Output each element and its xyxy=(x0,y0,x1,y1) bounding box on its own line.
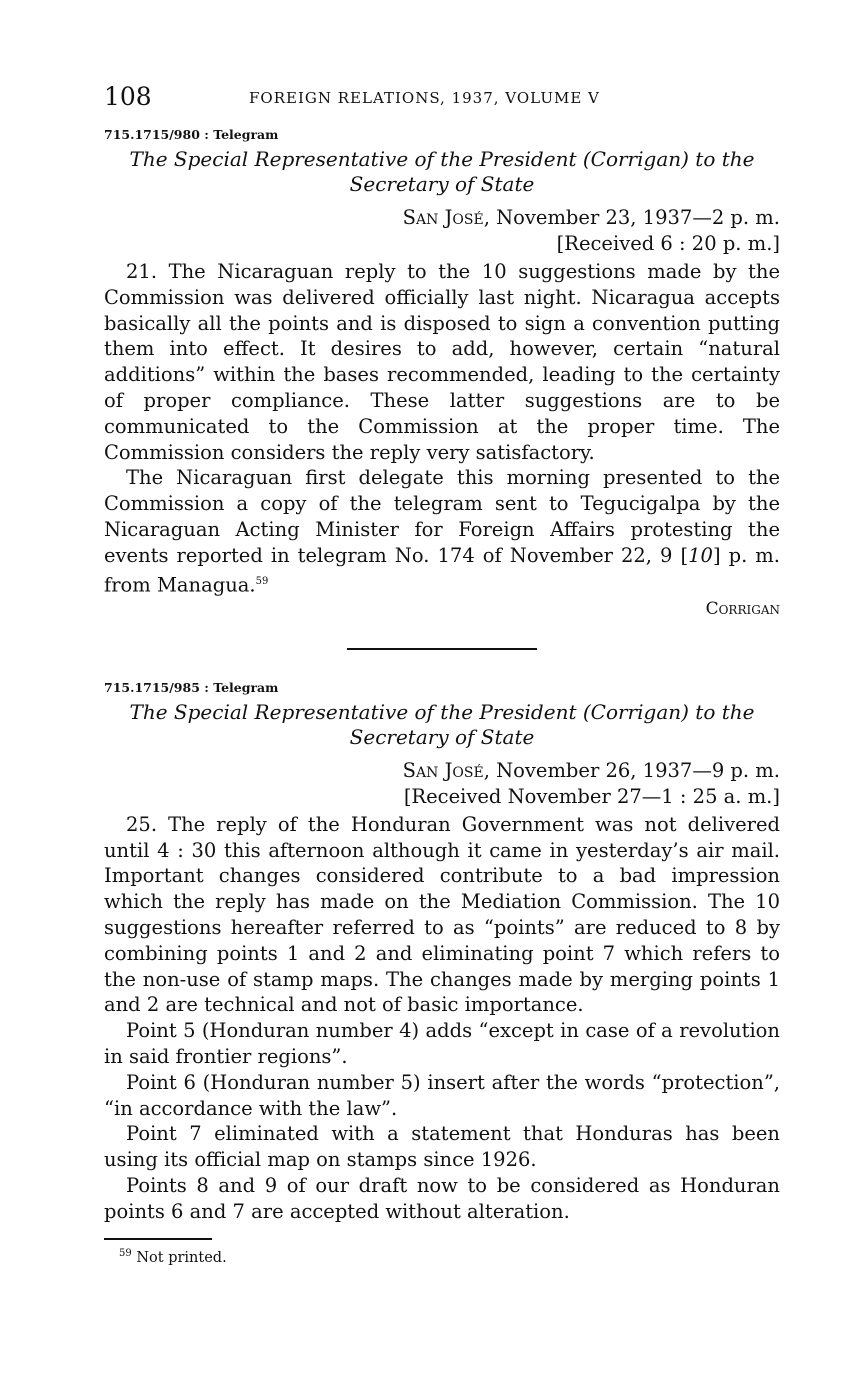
title-line-1: The Special Representative of the President (Corrigan) to the xyxy=(129,699,755,724)
paragraph: 25. The reply of the Honduran Government was not delivered until 4 : 30 this afternoon although it came in yesterday’s air mail. Important changes considered contribute to a bad impression which the reply has made on the Mediation Commission. The 10 suggestions hereafter referred to as “points” are reduced to 8 by combining points 1 and 2 and eliminating point 7 which refers to the non-use of stamp maps. The changes made by merging points 1 and 2 are technical and not of basic importance. xyxy=(104,812,780,1017)
footnote-text: Not printed. xyxy=(136,1249,227,1266)
page-number: 108 xyxy=(104,82,152,111)
title-line-2: Secretary of State xyxy=(349,172,535,196)
received-note: [Received November 27—1 : 25 a. m.] xyxy=(403,784,780,808)
title-line-1: The Special Representative of the President (Corrigan) to the xyxy=(129,147,755,171)
page-header xyxy=(104,82,780,112)
footnote-number: 59 xyxy=(119,1247,132,1259)
dateline xyxy=(104,205,780,257)
paragraph: Points 8 and 9 of our draft now to be considered as Honduran points 6 and 7 are accepted without alteration. xyxy=(104,1174,780,1223)
file-number: 715.1715/980 : Telegram xyxy=(104,127,279,142)
paragraph: The Nicaraguan first delegate this morning presented to the Commission a copy of the telegram sent to Tegucigalpa by the Nicaraguan Acting Minister for Foreign Affairs protesting the events reported in telegram No. 174 of November 22, 9 [10] p. m. from Managua.$^{59}$ xyxy=(104,466,780,597)
paragraph: Point 6 (Honduran number 5) insert after the words “protection”, “in accordance with the law”. xyxy=(104,1070,780,1120)
footnote-ref: 59 xyxy=(255,575,269,587)
paragraph: Point 5 (Honduran number 4) adds “except in case of a revolution in said frontier regions”. xyxy=(104,1019,780,1069)
place: San José xyxy=(402,758,484,782)
date: , November 23, 1937—2 p. m. xyxy=(483,206,780,229)
dateline xyxy=(104,758,780,810)
document-page xyxy=(104,82,780,1265)
telegram-2 xyxy=(104,680,780,1225)
place: San José xyxy=(402,206,484,229)
signature: Corrigan xyxy=(705,598,780,619)
footnote xyxy=(104,1248,780,1266)
section-divider xyxy=(347,648,537,650)
file-number: 715.1715/985 : Telegram xyxy=(104,679,279,695)
italic-correction: 10 xyxy=(688,543,713,567)
running-title: FOREIGN RELATIONS, 1937, VOLUME V xyxy=(249,89,600,107)
received-note: [Received 6 : 20 p. m.] xyxy=(556,232,780,255)
footnote-divider xyxy=(104,1238,212,1240)
telegram-1 xyxy=(104,127,780,620)
document-title xyxy=(104,700,780,750)
document-title xyxy=(104,147,780,197)
paragraph: 21. The Nicaraguan reply to the 10 suggestions made by the Commission was delivered officially last night. Nicaragua accepts basically all the points and is disposed to sign a convention putting them into effect. It desires to add, however, certain “natural additions” within the bases recommended, leading to the certainty of proper compliance. These latter suggestions are to be communicated to the Commission at the proper time. The Commission considers the reply very satisfactory. xyxy=(104,260,780,464)
date: , November 26, 1937—9 p. m. xyxy=(483,758,780,782)
paragraph: Point 7 eliminated with a statement that Honduras has been using its official map on stamps since 1926. xyxy=(104,1122,780,1172)
title-line-2: Secretary of State xyxy=(349,724,535,749)
